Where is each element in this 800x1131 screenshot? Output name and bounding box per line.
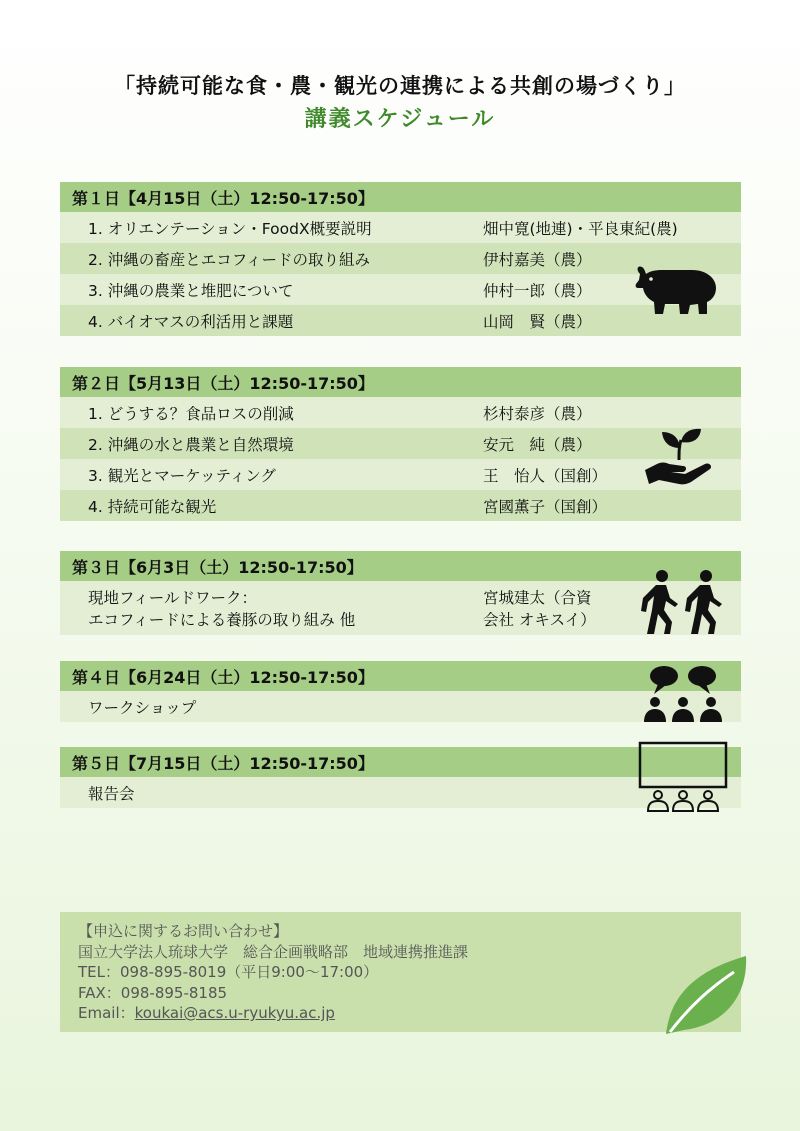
day-header: 第５日【7月15日（土）12:50-17:50】 (60, 747, 741, 777)
leaf-icon (660, 950, 752, 1038)
schedule-row (60, 428, 741, 459)
contact-email-line (78, 1003, 468, 1024)
contact-organization: 国立大学法人琉球大学 総合企画戦略部 地域連携推進課 (78, 942, 469, 961)
lecture-topic: 2. 沖縄の水と農業と自然環境 (88, 435, 294, 454)
email-link[interactable]: koukai@acs.u-ryukyu.ac.jp (134, 1004, 335, 1022)
page-title: 「持続可能な食・農・観光の連携による共創の場づくり」 (114, 74, 686, 98)
schedule-row (60, 397, 741, 428)
discussion-group-icon (640, 664, 726, 726)
lecturer-name: 山岡 賢（農） (483, 312, 592, 331)
lecturer-line: 会社 オキスイ） (483, 611, 596, 629)
lecture-topic: 1. どうする？食品ロスの削減 (88, 404, 294, 423)
hand-plant-icon (643, 428, 717, 486)
day-3-section (60, 551, 741, 635)
lecturer-name: 伊村嘉美（農） (483, 250, 592, 269)
day-header: 第１日【4月15日（土）12:50-17:50】 (60, 182, 741, 212)
lecturer-name: 王 怡人（国創） (483, 466, 608, 485)
day-header: 第２日【5月13日（土）12:50-17:50】 (60, 367, 741, 397)
walking-people-icon (640, 568, 728, 636)
lecture-topic: 3. 沖縄の農業と堆肥について (88, 281, 294, 300)
day-header: 第３日【6月3日（土）12:50-17:50】 (60, 551, 741, 581)
email-label: Email： (78, 1004, 135, 1022)
day-2-section (60, 367, 741, 521)
lecture-topic: ワークショップ (88, 698, 197, 717)
lecture-topic: 4. 持続可能な観光 (88, 497, 217, 516)
contact-fax: FAX：098-895-8185 (78, 983, 228, 1002)
lecture-topic: 4. バイオマスの利活用と課題 (88, 312, 294, 331)
lecturer-name: 畑中寛(地連)・平良東紀(農) (483, 219, 678, 238)
lecture-topic: 報告会 (88, 784, 135, 803)
lecturer-name (483, 587, 596, 631)
lecture-topic: 1. オリエンテーション・FoodX概要説明 (88, 219, 372, 238)
schedule-row (60, 212, 741, 243)
page-subtitle: 講義スケジュール (304, 107, 496, 132)
schedule-row (60, 459, 741, 490)
schedule-row (60, 490, 741, 521)
lecturer-name: 安元 純（農） (483, 435, 592, 454)
contact-info-box (60, 912, 741, 1032)
topic-line: 現地フィールドワーク： (88, 589, 257, 607)
day-header: 第４日【6月24日（土）12:50-17:50】 (60, 661, 741, 691)
day-4-section (60, 661, 741, 722)
lecture-topic (88, 587, 355, 631)
lecturer-name: 宮國薫子（国創） (483, 497, 608, 516)
lecture-topic: 2. 沖縄の畜産とエコフィードの取り組み (88, 250, 370, 269)
schedule-row (60, 691, 741, 722)
contact-heading: 【申込に関するお問い合わせ】 (78, 922, 289, 940)
lecturer-name: 仲村一郎（農） (483, 281, 592, 300)
lecture-topic: 3. 観光とマーケッティング (88, 466, 276, 485)
lecturer-name: 杉村泰彦（農） (483, 404, 592, 423)
schedule-row (60, 581, 741, 635)
topic-line: エコフィードによる養豚の取り組み 他 (88, 611, 356, 629)
pig-icon (634, 262, 718, 316)
contact-tel: TEL：098-895-8019（平日9:00～17:00） (78, 963, 379, 981)
presentation-audience-icon (638, 741, 730, 813)
lecturer-line: 宮城建太（合資 (483, 589, 592, 607)
